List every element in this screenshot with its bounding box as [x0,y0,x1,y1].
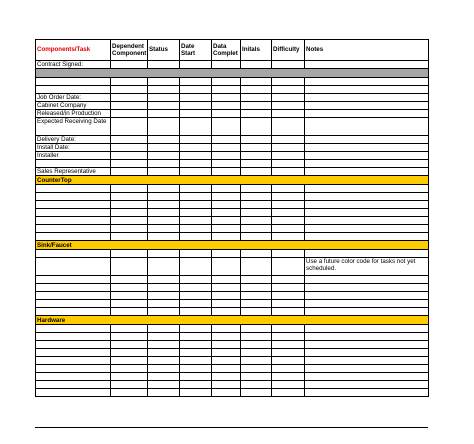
table-row [36,250,429,258]
table-row [36,308,429,316]
bottom-border [35,427,428,428]
table-row [36,381,429,389]
table-row [36,292,429,300]
section-label-sink-faucet: Sink/Faucet [36,241,429,250]
table-row [36,110,429,118]
row-label-delivery-date[interactable]: Delivery Date: [36,136,111,144]
table-row [36,118,429,136]
row-label-sales-rep[interactable]: Sales Representative [36,168,111,176]
table-row [36,225,429,233]
table-row [36,333,429,341]
spreadsheet [35,39,428,397]
table-row [36,373,429,381]
header-notes: Notes [305,40,429,61]
table-row [36,102,429,110]
row-label-contract-signed[interactable]: Contract Signed: [36,61,111,69]
header-data-complete: Data Complet [212,40,241,61]
table-row [36,276,429,284]
table-row [36,233,429,241]
header-row [36,40,429,61]
table-row [36,144,429,152]
table-row [36,365,429,373]
gray-band-row [36,69,429,78]
row-label-cabinet-company[interactable]: Cabinet Company [36,102,111,110]
table-row [36,201,429,209]
header-status: Status [148,40,180,61]
table-row [36,341,429,349]
section-label-countertop: CounterTop [36,176,429,185]
header-dependent: Dependent Component [111,40,148,61]
table-row [36,78,429,86]
table-row [36,349,429,357]
header-difficulty: Difficulty [272,40,305,61]
header-initials: Initals [241,40,272,61]
table-row [36,258,429,276]
table-row [36,193,429,201]
table-row [36,185,429,193]
table-row [36,284,429,292]
section-row-hardware [36,316,429,325]
section-label-hardware: Hardware [36,316,429,325]
section-row-countertop [36,176,429,185]
row-label-install-date[interactable]: Install Date: [36,144,111,152]
table-row [36,217,429,225]
table-row [36,357,429,365]
table-row [36,136,429,144]
header-components: Components/Task [36,40,111,61]
table-row [36,61,429,69]
table-row [36,325,429,333]
row-label-installer[interactable]: Installer [36,152,111,160]
table-row [36,300,429,308]
table-row [36,160,429,168]
table-row [36,209,429,217]
task-table [35,39,429,397]
row-label-job-order-date[interactable]: Job Order Date: [36,94,111,102]
table-row [36,86,429,94]
section-row-sink-faucet [36,241,429,250]
row-label-expected-receiving[interactable]: Expected Receiving Date [36,118,111,136]
note-future-color[interactable]: Use a future color code for tasks not yet scheduled. [305,258,429,276]
table-row [36,152,429,160]
header-date-start: Date Start [180,40,212,61]
table-row [36,94,429,102]
table-row [36,389,429,397]
table-row [36,168,429,176]
row-label-released[interactable]: Released/in Production [36,110,111,118]
